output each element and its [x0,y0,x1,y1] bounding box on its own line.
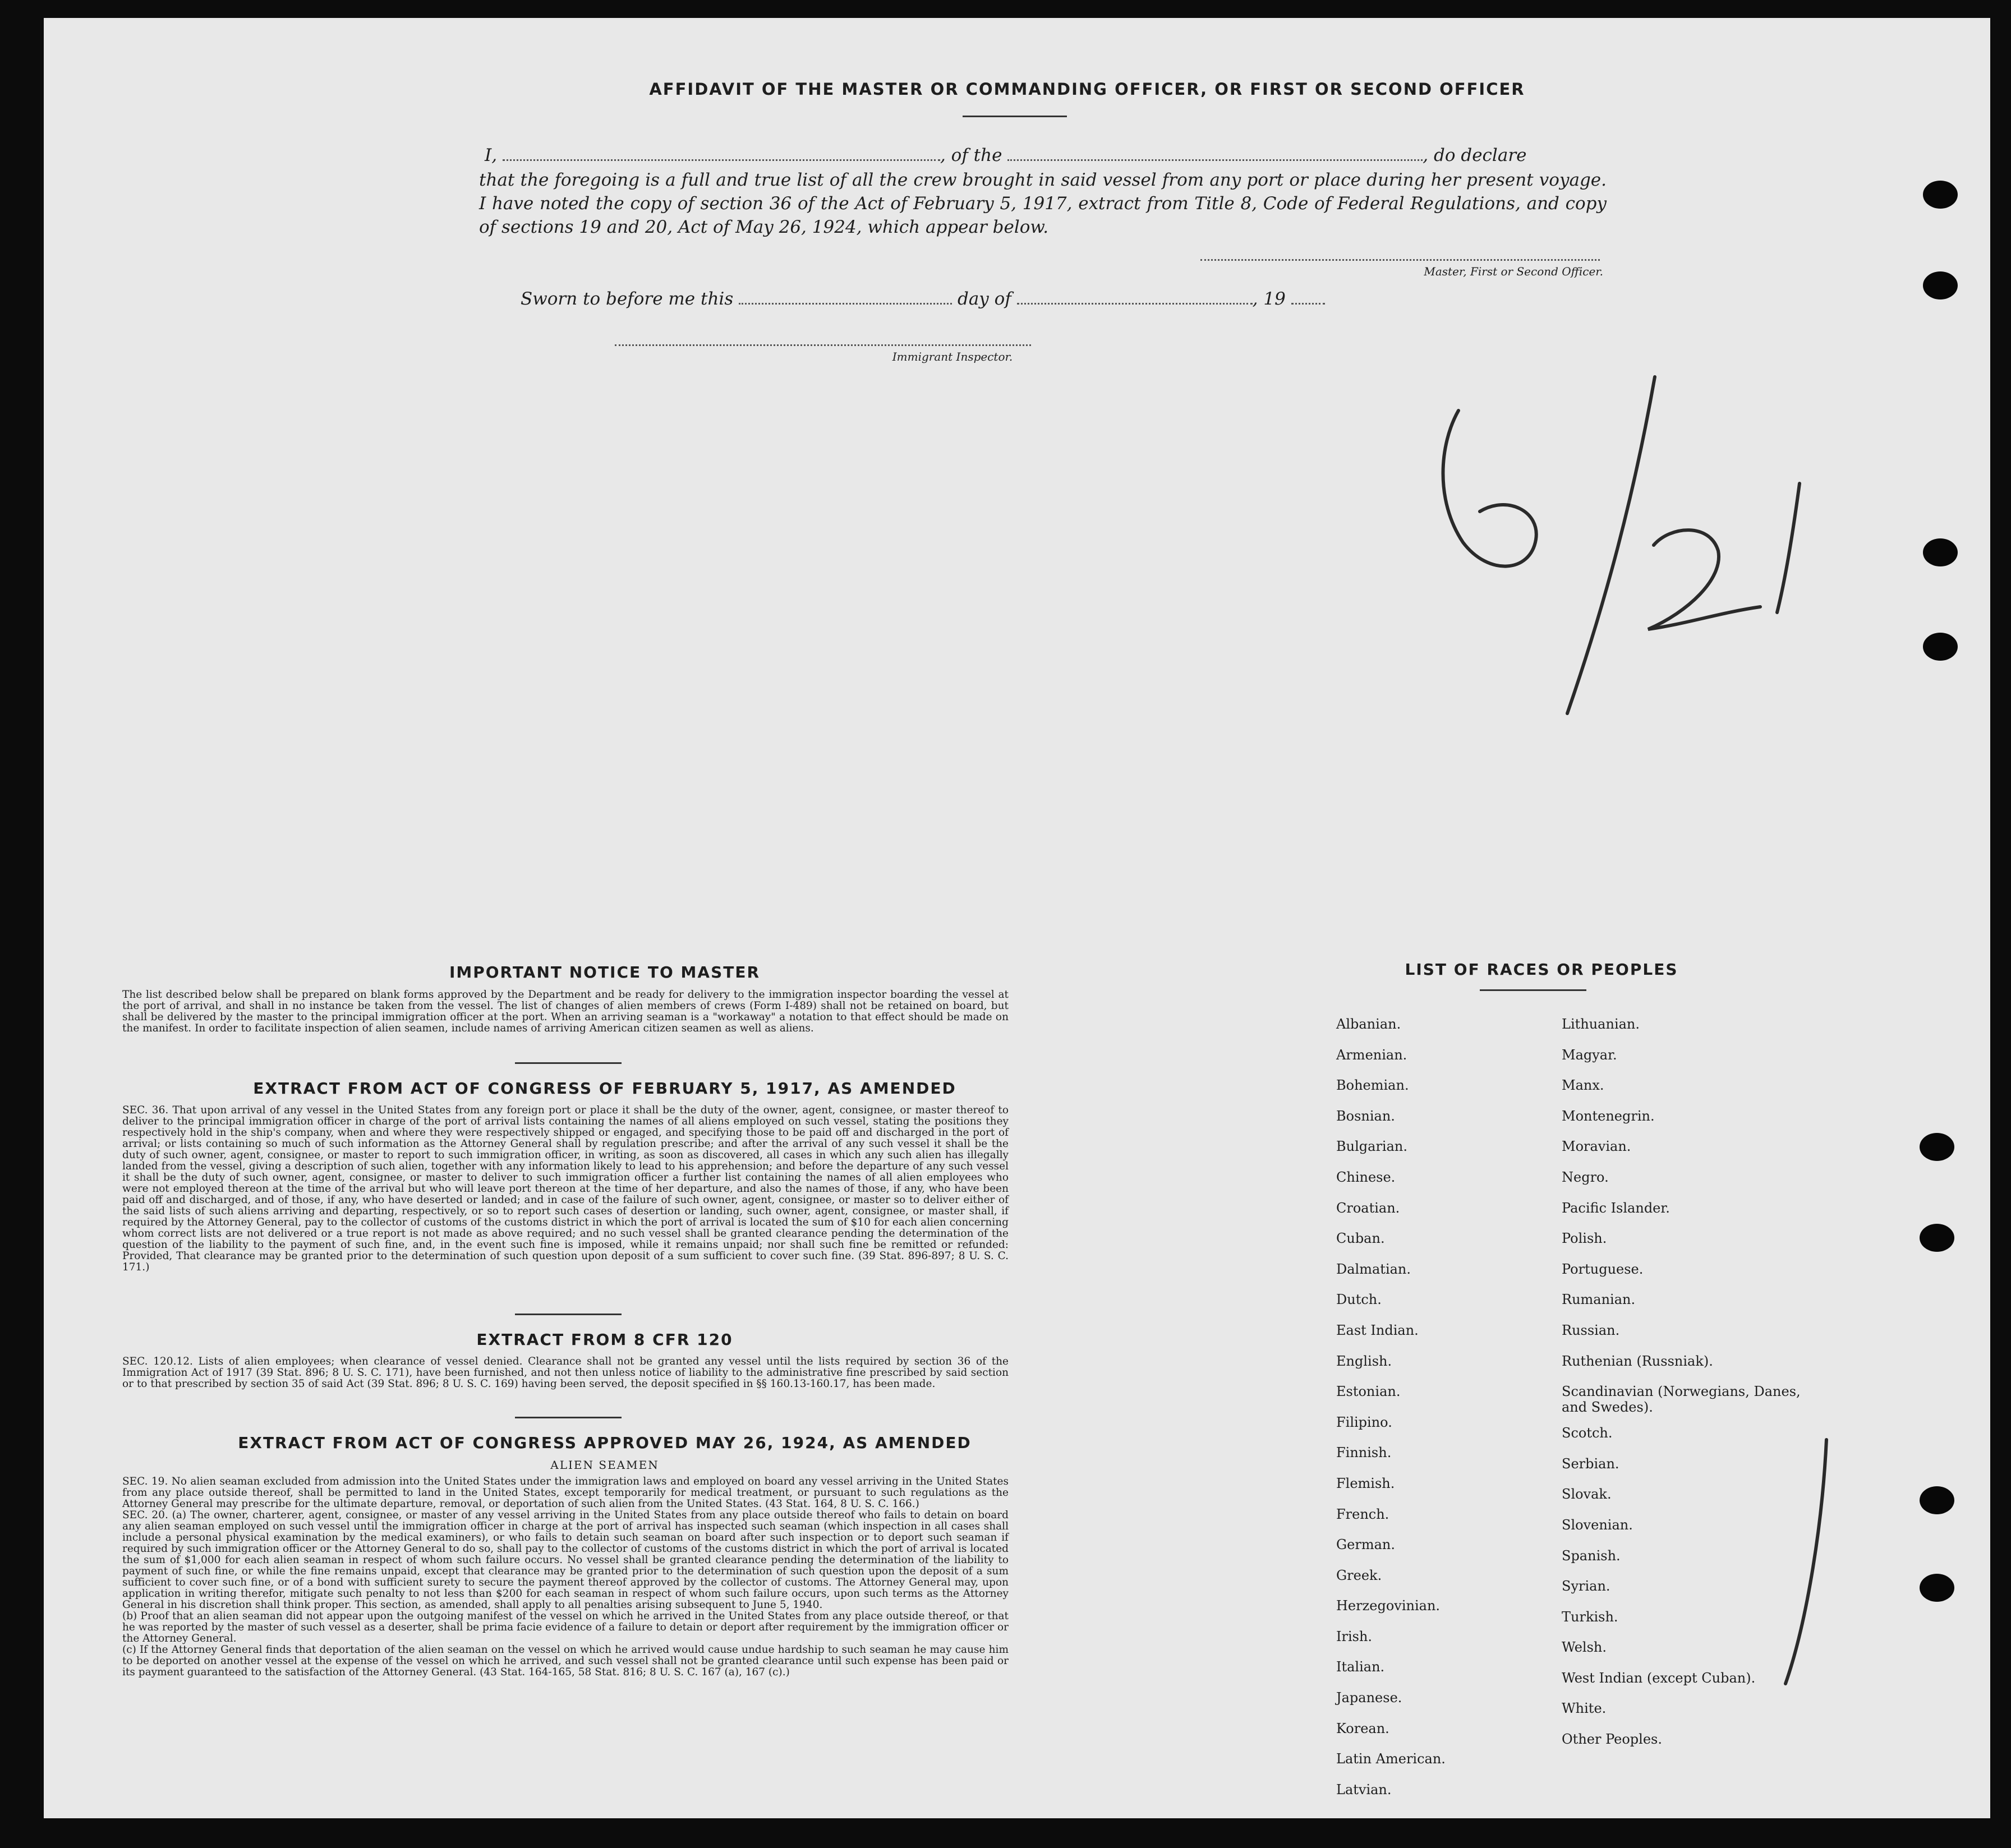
handwritten-digit-2 [1648,530,1760,629]
extract-1924-body [122,1476,1009,1678]
race-entry: Irish. [1336,1628,1373,1644]
races-title-rule [1480,989,1586,991]
master-signature-caption: Master, First or Second Officer. [1424,265,1603,278]
race-entry: Manx. [1562,1077,1604,1094]
race-entry: French. [1336,1506,1389,1522]
punch-hole [1920,1574,1954,1602]
race-entry: Dutch. [1336,1292,1382,1308]
sworn-prefix: Sworn to before me this [521,289,734,309]
race-entry: Korean. [1336,1720,1389,1736]
notice-divider [515,1062,622,1064]
race-entry: Filipino. [1336,1414,1392,1430]
race-entry: Bulgarian. [1336,1139,1407,1155]
race-entry: Ruthenian (Russniak). [1562,1353,1713,1369]
race-entry: Spanish. [1562,1547,1621,1564]
punch-hole [1920,1133,1954,1161]
affidavit-body: that the foregoing is a full and true list of all the crew brought in said vessel from any port or place during her present voyage. I have noted the copy of section 36 of the Act of February 5, 1917, extract from Title 8, Code of Federal Regulations, and copy of sections 19 and 20, Act of May 26, 1924, which appear below. [479,170,1607,237]
race-entry: Chinese. [1336,1169,1396,1185]
race-entry: Flemish. [1336,1475,1395,1491]
race-entry: Slovak. [1562,1486,1612,1503]
handwritten-digit-1 [1777,483,1800,612]
section-19-text: SEC. 19. No alien seaman excluded from admission into the United States under the immigration laws and employed on board any vessel arriving in the United States from any place outside thereof, shall be permitted to land in the United States, except temporarily for medical treatment, or pursuant to such regulations as the Attorney General may prescribe for the ultimate departure, removal, or deportation of such alien from the United States. (43 Stat. 164, 8 U. S. C. 166.) [122,1476,1009,1510]
race-entry: Polish. [1562,1231,1607,1247]
race-entry: German. [1336,1537,1395,1553]
punch-hole [1923,181,1958,209]
race-entry: Moravian. [1562,1139,1631,1155]
race-entry: Bosnian. [1336,1108,1395,1124]
races-column-1 [1336,1016,1549,1812]
race-entry: Montenegrin. [1562,1108,1655,1124]
race-entry: White. [1562,1700,1607,1717]
race-entry: Latvian. [1336,1781,1392,1798]
race-entry: Serbian. [1562,1455,1619,1472]
handwritten-slash [1567,377,1655,713]
race-entry: Estonian. [1336,1384,1401,1400]
races-title: LIST OF RACES OR PEOPLES [1405,960,1678,979]
section-20b-text: (b) Proof that an alien seaman did not appear upon the outgoing manifest of the vessel on which he arrived in the United States from any place outside thereof, or that he was reported by the master of such vessel as a deserter, shall be prima facie evidence of a failure to detain or deport after requirement by the immigration officer or the Attorney General. [122,1610,1009,1644]
race-entry: East Indian. [1336,1322,1419,1338]
race-entry: Negro. [1562,1169,1609,1185]
document-page [44,18,1990,1818]
inspector-caption: Immigrant Inspector. [892,350,1013,363]
punch-hole [1923,633,1958,661]
extract-1924-title: EXTRACT FROM ACT OF CONGRESS APPROVED MAY 26, 1924, AS AMENDED [238,1434,972,1452]
affidavit-of-the-label: , of the [940,145,1002,165]
race-entry: Italian. [1336,1659,1385,1675]
extract-1924-subtitle: ALIEN SEAMEN [550,1458,659,1472]
race-entry: Bohemian. [1336,1077,1409,1094]
extract-cfr-title: EXTRACT FROM 8 CFR 120 [476,1330,733,1349]
handwritten-digit-6 [1443,411,1536,566]
extract-cfr-body: SEC. 120.12. Lists of alien employees; when clearance of vessel denied. Clearance shall not be granted any vessel until the lists required by section 36 of the Immigration Act of 1917 (39 Stat. 896; 8 U. S. C. 171), have been furnished, and not then unless notice of liability to the administrative fine prescribed by said section or to that prescribed by section 35 of said Act (39 Stat. 896; 8 U. S. C. 169) having been served, the deposit specified in §§ 160.13-160.17, has been made. [122,1356,1009,1390]
punch-hole [1923,538,1958,566]
affidavit-title: AFFIDAVIT OF THE MASTER OR COMMANDING OFFICER, OR FIRST OR SECOND OFFICER [649,80,1525,99]
race-entry: Greek. [1336,1567,1382,1583]
race-entry: Rumanian. [1562,1292,1636,1308]
race-entry: Croatian. [1336,1200,1400,1216]
race-entry: Scandinavian (Norwegians, Danes, and Swedes). [1562,1384,1801,1416]
race-entry: Latin American. [1336,1751,1446,1767]
sworn-year-label: , 19 [1252,289,1286,309]
extract-1917-divider [515,1314,622,1315]
race-entry: Other Peoples. [1562,1731,1662,1748]
sworn-day-label: day of [957,289,1011,309]
race-entry: Cuban. [1336,1231,1385,1247]
race-entry: Armenian. [1336,1047,1407,1063]
race-entry: Japanese. [1336,1690,1402,1706]
race-entry: Herzegovinian. [1336,1598,1441,1614]
extract-cfr-divider [515,1417,622,1418]
race-entry: Slovenian. [1562,1517,1633,1533]
affidavit-i-label: I, [485,145,498,165]
races-column-2 [1562,1016,1820,1762]
race-entry: Finnish. [1336,1445,1392,1461]
notice-title: IMPORTANT NOTICE TO MASTER [449,963,761,981]
extract-1917-title: EXTRACT FROM ACT OF CONGRESS OF FEBRUARY 5, 1917, AS AMENDED [253,1079,956,1098]
race-entry: Welsh. [1562,1639,1607,1656]
punch-hole [1920,1486,1954,1514]
race-entry: Lithuanian. [1562,1016,1640,1032]
race-entry: Russian. [1562,1322,1620,1338]
section-20a-text: SEC. 20. (a) The owner, charterer, agent, consignee, or master of any vessel arriving in the United States from any place outside thereof who fails to detain on board any alien seaman employed on such vessel until the immigration officer in charge at the port of arrival has inspected such seaman (which inspection in all cases shall include a personal physical examination by the medical examiners), or who fails to detain such seaman on board after such inspection or to deport such seaman if required by such immigration officer or the Attorney General to do so, shall pay to the collector of customs of the customs district in which the port of arrival is located the sum of $1,000 for each alien seaman in respect of whom such failure occurs. No vessel shall be granted clearance pending the determination of the liability to payment of such fine, or while the fine remains unpaid, except that clearance may be granted prior to the determination of such question upon the deposit of a sum sufficient to cover such fine, or of a bond with sufficient surety to secure the payment thereof approved by the collector of customs. The Attorney General may, upon application in writing therefor, mitigate such penalty to not less than $200 for each seaman in respect of whom such failure occurs, upon such terms as the Attorney General in his discretion shall think proper. This section, as amended, shall apply to all penalties arising subsequent to June 5, 1940. [122,1509,1009,1611]
race-entry: Scotch. [1562,1425,1613,1441]
notice-body: The list described below shall be prepared on blank forms approved by the Department and be ready for delivery to the immigration inspector boarding the vessel at the port of arrival, and shall in no instance be taken from the vessel. The list of changes of alien members of crews (Form I-489) shall not be retained on board, but shall be delivered by the master to the principal immigration officer at the port. When an arriving seaman is a "workaway" a notation to that effect should be made on the manifest. In order to facilitate inspection of alien seamen, include names of arriving American citizen seamen as well as aliens. [122,989,1009,1034]
race-entry: Pacific Islander. [1562,1200,1670,1216]
race-entry: Turkish. [1562,1609,1618,1625]
race-entry: English. [1336,1353,1392,1369]
race-entry: Portuguese. [1562,1261,1644,1277]
section-20c-text: (c) If the Attorney General finds that deportation of the alien seaman on the vessel on which he arrived would cause undue hardship to such seaman he may cause him to be deported on another vessel at the expense of the vessel on which he arrived, and such vessel shall not be granted clearance until such expense has been paid or its payment guaranteed to the satisfaction of the Attorney General. (43 Stat. 164-165, 58 Stat. 816; 8 U. S. C. 167 (a), 167 (c).) [122,1644,1009,1678]
race-entry: Magyar. [1562,1047,1617,1063]
race-entry: Albanian. [1336,1016,1401,1032]
race-entry: Dalmatian. [1336,1261,1411,1277]
race-entry: West Indian (except Cuban). [1562,1670,1756,1686]
race-entry: Syrian. [1562,1578,1610,1594]
affidavit-declare-label: , do declare [1423,145,1527,165]
punch-hole [1920,1224,1954,1252]
extract-1917-body: SEC. 36. That upon arrival of any vessel in the United States from any foreign port or place it shall be the duty of the owner, agent, consignee, or master thereof to deliver to the principal immigration officer in charge of the port of arrival lists containing the names of all aliens employed on such vessel, stating the positions they respectively hold in the ship's company, when and where they were respectively shipped or engaged, and specifying those to be paid off and discharged in the port of arrival; or lists containing so much of such information as the Attorney General shall by regulation prescribe; and after the arrival of any such vessel it shall be the duty of such owner, agent, consignee, or master to report to such immigration officer, in writing, as soon as discovered, all cases in which any such alien has illegally landed from the vessel, giving a description of such alien, together with any information likely to lead to his apprehension; and before the departure of any such vessel it shall be the duty of such owner, agent, consignee, or master to deliver to such immigration officer a further list containing the names of all alien employees who were not employed thereon at the time of the arrival but who will leave port thereon at the time of her departure, and also the names of those, if any, who have been paid off and discharged, and of those, if any, who have deserted or landed; and in case of the failure of such owner, agent, consignee, or master so to deliver either of the said lists of such aliens arriving and departing, respectively, or so to report such cases of desertion or landing, such owner, agent, consignee, or master shall, if required by the Attorney General, pay to the collector of customs of the customs district in which the port of arrival is located the sum of $10 for each alien concerning whom correct lists are not delivered or a true report is not made as above required; and no such vessel shall be granted clearance pending the determination of the question of the liability to the payment of such fine, and, in the event such fine is imposed, while it remains unpaid; nor shall such fine be remitted or refunded: Provided, That clearance may be granted prior to the determination of such question upon deposit of a sum sufficient to cover such fine. (39 Stat. 896-897; 8 U. S. C. 171.) [122,1104,1009,1273]
punch-hole [1923,271,1958,299]
